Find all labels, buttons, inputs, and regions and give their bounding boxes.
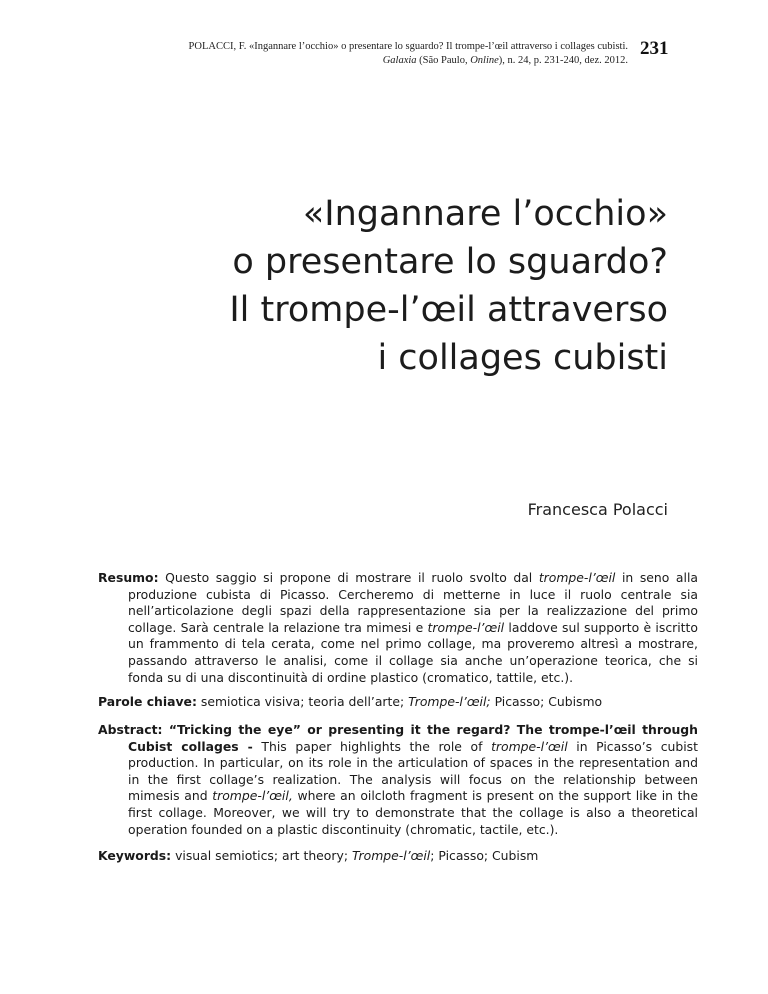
- title-line-4: i collages cubisti: [377, 338, 668, 378]
- keywords-text: visual semiotics; art theory;: [171, 848, 352, 863]
- title-line-3: Il trompe-l’œil attraverso: [229, 290, 668, 330]
- parole-label: Parole chiave:: [98, 694, 197, 709]
- resumo-text: Questo saggio si propone di mostrare il ruolo svolto dal: [158, 570, 539, 585]
- article-title: [68, 190, 668, 382]
- resumo-italic: trompe-l’œil: [427, 619, 505, 635]
- parole-italic: Trompe-l’œil;: [408, 694, 491, 709]
- resumo-label: Resumo:: [98, 570, 159, 585]
- abstract-text: where an oilcloth fragment is present on the support like in the first collage. Moreover, we will try to demonstrate that the collage is also a theoretical operation founded on a plastic discontinuity (chromatic, tactile, etc.).: [128, 788, 699, 837]
- online-label: Online: [470, 55, 499, 66]
- citation-text: (São Paulo,: [416, 55, 471, 66]
- journal-name: Galaxia: [382, 55, 417, 66]
- abstract-paragraph: [98, 722, 698, 838]
- title-line-2: o presentare lo sguardo?: [232, 242, 668, 282]
- title-line-1: «Ingannare l’occhio»: [302, 194, 668, 234]
- citation-line-2: [120, 54, 628, 68]
- resumo-italic: trompe-l’œil: [538, 570, 616, 585]
- abstract-italic: trompe-l’œil,: [212, 788, 293, 804]
- abstract-text: in Picasso’s cubist production. In particular, on its role in the articulation of spaces in the representation and in the first collage’s realization. The analysis will focus on the relationship between mimesis and: [128, 738, 698, 804]
- running-header: [120, 40, 628, 68]
- parole-chiave: [98, 694, 668, 711]
- author-name: Francesca Polacci: [527, 500, 668, 519]
- parole-text: Picasso; Cubismo: [490, 694, 603, 709]
- keywords-text: ; Picasso; Cubism: [430, 848, 539, 863]
- citation-text-end: ), n. 24, p. 231-240, dez. 2012.: [498, 55, 628, 66]
- keywords-italic: Trompe-l’œil: [351, 848, 431, 863]
- resumo-paragraph: [98, 570, 698, 686]
- abstract-text: This paper highlights the role of: [252, 738, 492, 754]
- keywords: [98, 848, 668, 865]
- keywords-label: Keywords:: [98, 848, 172, 863]
- citation-line-1: POLACCI, F. «Ingannare l’occhio» o presentare lo sguardo? Il trompe-l’œil attraverso i collages cubisti.: [188, 41, 628, 52]
- page-number: 231: [640, 38, 669, 59]
- parole-text: semiotica visiva; teoria dell’arte;: [196, 694, 409, 709]
- resumo-text: in seno alla produzione cubista di Picasso. Cercheremo di metterne in luce il ruolo centrale sia nell’articolazione degli spazi della rappresentazione sia per la realizzazione del primo collage. Sarà centrale la relazione tra mimesi e: [128, 570, 698, 635]
- abstract-label: Abstract: “Tricking the eye” or presenting it the regard? The trompe-l’œil through Cubist collages -: [98, 722, 698, 754]
- resumo-text: laddove sul supporto è iscritto un frammento di tela cerata, come nel primo collage, ma proveremo altresì a mostrare, passando attraverso le analisi, come il collage sia anche un’operazione teorica, che si fonda su di una discontinuità di ordine plastico (cromatico, tattile, etc.).: [128, 619, 698, 685]
- abstract-italic: trompe-l’œil: [491, 738, 568, 754]
